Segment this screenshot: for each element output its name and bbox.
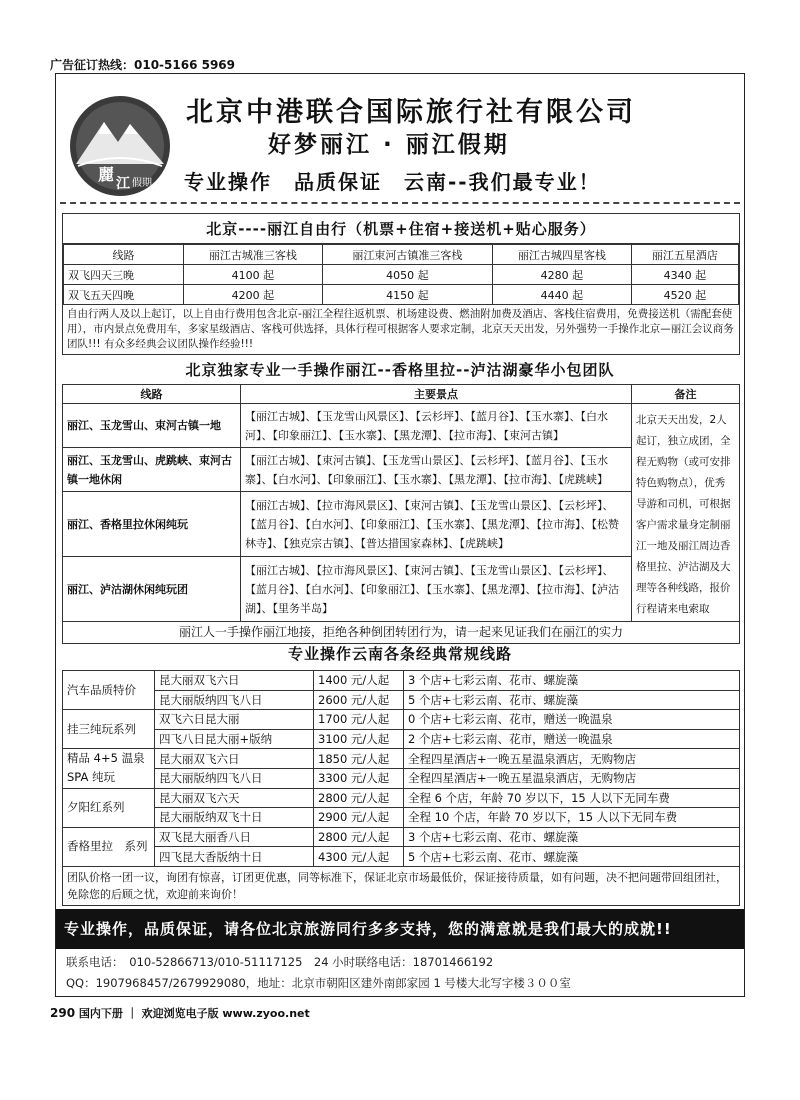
price: 3300 元/人起 bbox=[314, 768, 404, 788]
table-cell: 4340 起 bbox=[631, 265, 738, 285]
route-category: 香格里拉 系列 bbox=[63, 827, 155, 866]
table-header: 线路 bbox=[63, 385, 241, 404]
ad-frame bbox=[55, 73, 745, 997]
classic-routes-table bbox=[62, 670, 740, 906]
table-row bbox=[63, 866, 740, 905]
classic-routes-section bbox=[62, 670, 740, 906]
table-cell: 4280 起 bbox=[492, 265, 631, 285]
route-spots: 【丽江古城】、【束河古镇】、【玉龙雪山景区】、【云杉坪】、【蓝月谷】、【玉水寨】、【白水河】、【印象丽江】、【玉水寨】、【黑龙潭】、【拉市海】、【虎跳峡】 bbox=[241, 448, 632, 492]
table-row bbox=[63, 788, 740, 808]
itinerary: 昆大丽双飞六日 bbox=[155, 749, 314, 769]
route-name: 丽江、玉龙雪山、束河古镇一地 bbox=[63, 404, 241, 448]
route-category: 挂三纯玩系列 bbox=[63, 710, 155, 749]
price: 1850 元/人起 bbox=[314, 749, 404, 769]
table-row bbox=[63, 671, 740, 691]
itinerary: 昆大丽版纳双飞十日 bbox=[155, 808, 314, 828]
itinerary: 双飞昆大丽香八日 bbox=[155, 827, 314, 847]
table-row bbox=[63, 622, 740, 644]
classic-routes-title: 专业操作云南各条经典常规线路 bbox=[287, 645, 512, 663]
itinerary: 昆大丽版纳四飞八日 bbox=[155, 690, 314, 710]
classic-routes-footer: 团队价格一团一议，询团有惊喜，订团更优惠，同等标准下，保证北京市场最低价，保证接待质量，如有问题，决不把问题带回组团社，免除您的后顾之忧，欢迎前来询价！ bbox=[63, 866, 740, 905]
itinerary: 昆大丽双飞六天 bbox=[155, 788, 314, 808]
price: 1700 元/人起 bbox=[314, 710, 404, 730]
table-cell: 4150 起 bbox=[322, 285, 492, 305]
table-header: 备注 bbox=[632, 385, 740, 404]
itinerary: 四飞昆大香版纳十日 bbox=[155, 847, 314, 867]
route-name: 丽江、玉龙雪山、虎跳峡、束河古镇一地休闲 bbox=[63, 448, 241, 492]
itinerary: 昆大丽版纳四飞八日 bbox=[155, 768, 314, 788]
small-group-footer: 丽江人一手操作丽江地接，拒绝各种倒团转团行为，请一起来见证我们在丽江的实力 bbox=[63, 622, 740, 644]
inclusions: 5 个店+七彩云南、花市、螺旋藻 bbox=[404, 690, 740, 710]
route-category: 精品 4+5 温泉 SPA 纯玩 bbox=[63, 749, 155, 788]
free-travel-table bbox=[63, 244, 739, 305]
route-spots: 【丽江古城】、【拉市海风景区】、【束河古镇】、【玉龙雪山景区】、【云杉坪】、【蓝月谷】、【白水河】、【印象丽江】、【玉水寨】、【黑龙潭】、【拉市海】、【泸沽湖】、【里务半岛】 bbox=[241, 557, 632, 622]
table-cell: 4100 起 bbox=[184, 265, 323, 285]
table-cell: 4200 起 bbox=[184, 285, 323, 305]
table-row bbox=[63, 808, 740, 828]
table-header: 丽江束河古镇准三客栈 bbox=[322, 245, 492, 265]
small-group-section bbox=[62, 384, 740, 644]
contact-address: QQ：1907968457/2679929080，地址：北京市朝阳区建外南郎家园 1 号楼大北写字楼３００室 bbox=[66, 976, 571, 990]
inclusions: 3 个店+七彩云南、花市、螺旋藻 bbox=[404, 671, 740, 691]
table-row bbox=[63, 710, 740, 730]
table-row bbox=[63, 749, 740, 769]
company-name: 北京中港联合国际旅行社有限公司 bbox=[186, 97, 636, 128]
mountain-logo-icon bbox=[68, 94, 172, 198]
itinerary: 双飞六日昆大丽 bbox=[155, 710, 314, 730]
free-travel-note: 自由行两人及以上起订，以上自由行费用包含北京-丽江全程往返机票、机场建设费、燃油附加费及酒店、客栈住宿费用，免费接送机（需配套使用），市内景点免费用车，多家星级酒店、客栈可供选择，具体行程可根据客人要求定制，北京天天出发，另外强势一手操作北京—丽江会议商务团队!!! 有众多经典会议团队操作经验!!! bbox=[67, 308, 734, 350]
table-row bbox=[63, 404, 740, 448]
slogan-lijiang: 好梦丽江 · 丽江假期 bbox=[268, 132, 510, 158]
inclusions: 3 个店+七彩云南、花市、螺旋藻 bbox=[404, 827, 740, 847]
small-group-title: 北京独家专业一手操作丽江--香格里拉--泸沽湖豪华小包团队 bbox=[185, 361, 615, 379]
slogan-banner: 专业操作，品质保证，请各位北京旅游同行多多支持，您的满意就是我们最大的成就!! bbox=[56, 909, 744, 949]
inclusions: 全程 6 个店，年龄 70 岁以下，15 人以下无同车费 bbox=[404, 788, 740, 808]
logo-char-1: 麗 bbox=[98, 165, 115, 184]
inclusions: 0 个店+七彩云南、花市，赠送一晚温泉 bbox=[404, 710, 740, 730]
ad-hotline: 广告征订热线：010-5166 5969 bbox=[50, 58, 236, 72]
inclusions: 全程四星酒店+一晚五星温泉酒店，无购物店 bbox=[404, 749, 740, 769]
price: 2800 元/人起 bbox=[314, 788, 404, 808]
page-footer-text: 国内下册 ｜ 欢迎浏览电子版 www.zyoo.net bbox=[78, 1007, 310, 1020]
table-row bbox=[63, 729, 740, 749]
route-category: 夕阳红系列 bbox=[63, 788, 155, 827]
table-cell: 4520 起 bbox=[631, 285, 738, 305]
route-spots: 【丽江古城】、【拉市海风景区】、【束河古镇】、【玉龙雪山景区】、【云杉坪】、【蓝月谷】、【白水河】、【印象丽江】、【玉水寨】、【黑龙潭】、【拉市海】、【松赞林寺】、【独克宗古镇】、【普达措国家森林】、【虎跳峡】 bbox=[241, 492, 632, 557]
table-header-row bbox=[64, 245, 739, 265]
page-footer bbox=[50, 1005, 310, 1021]
price: 2600 元/人起 bbox=[314, 690, 404, 710]
table-header: 丽江古城准三客栈 bbox=[184, 245, 323, 265]
table-row bbox=[63, 827, 740, 847]
table-row bbox=[63, 768, 740, 788]
small-group-note: 北京天天出发，2人起订，独立成团，全程无购物（或可安排特色购物点），优秀导游和司机，可根据客户需求量身定制丽江一地及丽江周边香格里拉、泸沽湖及大理等各种线路，报价行程请来电索取 bbox=[632, 404, 740, 622]
inclusions: 5 个店+七彩云南、花市、螺旋藻 bbox=[404, 847, 740, 867]
table-row bbox=[63, 690, 740, 710]
table-header: 丽江古城四星客栈 bbox=[492, 245, 631, 265]
table-row bbox=[64, 285, 739, 305]
contact-phone: 联系电话： 010-52866713/010-51117125 24 小时联络电话：18701466192 bbox=[66, 955, 494, 969]
logo-char-3: 假期 bbox=[132, 178, 152, 189]
table-header: 线路 bbox=[64, 245, 184, 265]
dashed-divider bbox=[60, 202, 740, 204]
price: 2900 元/人起 bbox=[314, 808, 404, 828]
table-header: 丽江五星酒店 bbox=[631, 245, 738, 265]
itinerary: 四飞八日昆大丽+版纳 bbox=[155, 729, 314, 749]
table-row bbox=[63, 847, 740, 867]
route-category: 汽车品质特价 bbox=[63, 671, 155, 710]
table-cell: 双飞四天三晚 bbox=[64, 265, 184, 285]
small-group-table bbox=[62, 384, 740, 644]
price: 1400 元/人起 bbox=[314, 671, 404, 691]
inclusions: 2 个店+七彩云南、花市，赠送一晚温泉 bbox=[404, 729, 740, 749]
contact-info bbox=[66, 952, 571, 994]
price: 3100 元/人起 bbox=[314, 729, 404, 749]
slogan-professional: 专业操作 品质保证 云南--我们最专业！ bbox=[184, 170, 601, 194]
table-cell: 4440 起 bbox=[492, 285, 631, 305]
table-cell: 双飞五天四晚 bbox=[64, 285, 184, 305]
route-spots: 【丽江古城】、【玉龙雪山风景区】、【云杉坪】、【蓝月谷】、【玉水寨】、【白水河】、【印象丽江】、【玉水寨】、【黑龙潭】、【拉市海】、【束河古镇】 bbox=[241, 404, 632, 448]
table-header-row bbox=[63, 385, 740, 404]
free-travel-title: 北京----丽江自由行（机票+住宿+接送机+贴心服务） bbox=[63, 214, 739, 244]
itinerary: 昆大丽双飞六日 bbox=[155, 671, 314, 691]
table-row bbox=[64, 265, 739, 285]
ad-header bbox=[56, 74, 744, 202]
route-name: 丽江、泸沽湖休闲纯玩团 bbox=[63, 557, 241, 622]
free-travel-section bbox=[62, 213, 740, 355]
inclusions: 全程 10 个店，年龄 70 岁以下，15 人以下无同车费 bbox=[404, 808, 740, 828]
price: 4300 元/人起 bbox=[314, 847, 404, 867]
page-number: 290 bbox=[50, 1006, 76, 1020]
route-name: 丽江、香格里拉休闲纯玩 bbox=[63, 492, 241, 557]
table-header: 主要景点 bbox=[241, 385, 632, 404]
inclusions: 全程四星酒店+一晚五星温泉酒店，无购物店 bbox=[404, 768, 740, 788]
logo-char-2: 江 bbox=[116, 176, 130, 192]
table-cell: 4050 起 bbox=[322, 265, 492, 285]
price: 2800 元/人起 bbox=[314, 827, 404, 847]
